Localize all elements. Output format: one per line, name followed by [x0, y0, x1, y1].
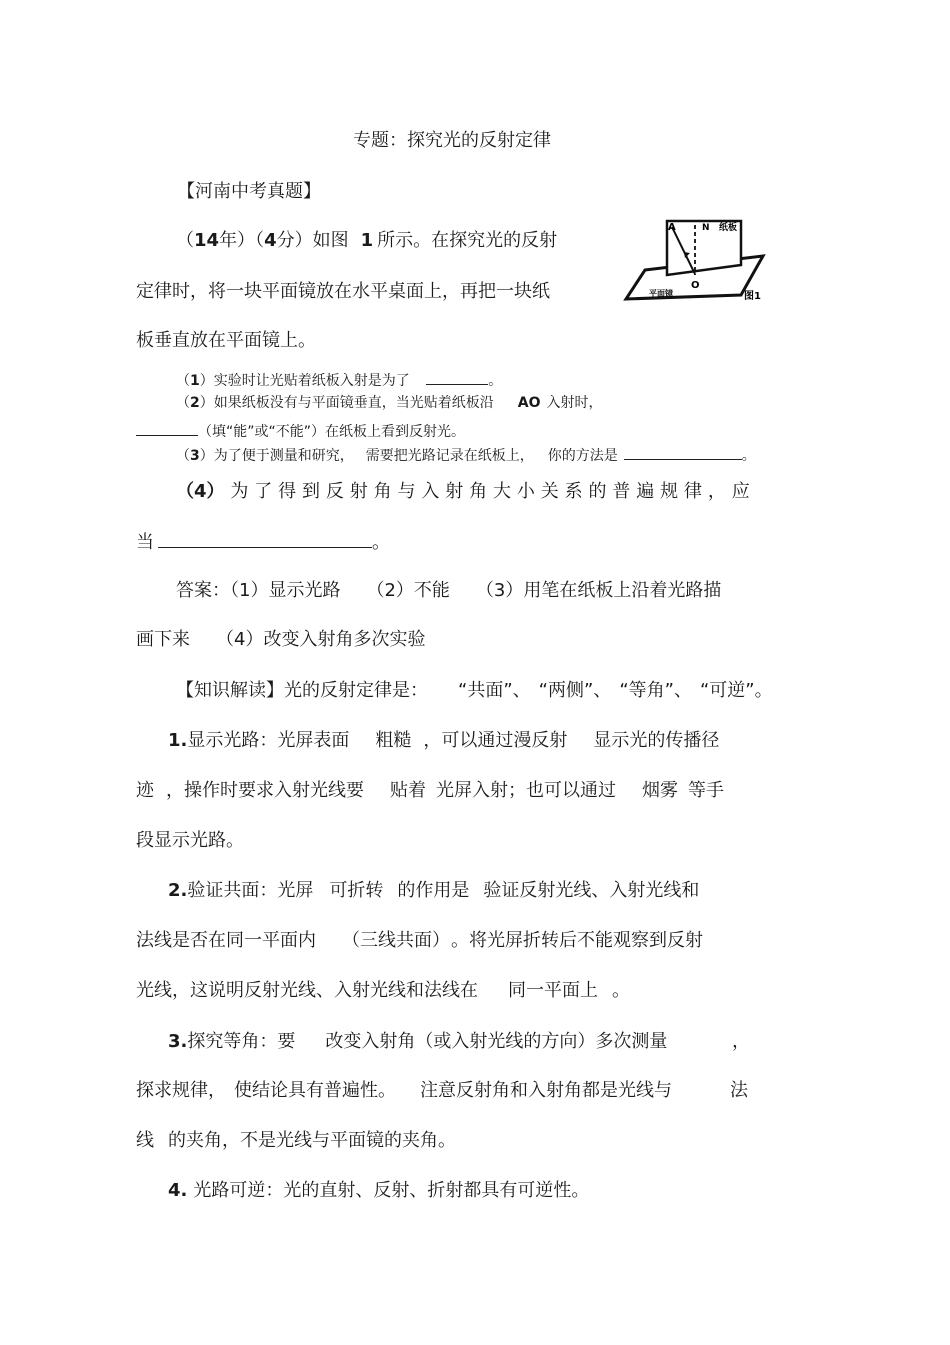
text: （三线共面）	[342, 930, 441, 951]
label-a: A	[668, 222, 676, 233]
answer-line-2	[136, 628, 425, 652]
q4-char: 遍	[636, 481, 655, 502]
text: 法	[730, 1080, 748, 1101]
text: 如果纸板没有与平面镜垂直，当光贴着纸板沿	[213, 395, 494, 411]
text: 年）（	[219, 230, 265, 251]
question-intro-line-1	[176, 229, 557, 253]
question-intro-line-3: 板垂直放在平面镜上。	[136, 330, 316, 351]
point-2-line-2	[136, 929, 703, 953]
text: 的作用是	[397, 880, 470, 901]
answer-line-1	[176, 579, 721, 603]
point-4-line-1	[168, 1179, 589, 1203]
q4-char: 规	[660, 481, 679, 502]
text: ）	[199, 448, 214, 464]
text: （	[176, 448, 190, 464]
point-2-line-3	[136, 979, 630, 1003]
text: 你的方法是	[547, 448, 618, 464]
q4-char: 律	[684, 481, 703, 502]
answer-4: （4）改变入射角多次实验	[216, 629, 426, 650]
q4-char: 了	[254, 481, 273, 502]
text: 烟雾	[642, 780, 678, 801]
point-1-line-3: 段显示光路。	[136, 830, 244, 851]
text: 显示光的传播径	[593, 730, 720, 751]
answer-blank-1[interactable]	[426, 368, 488, 385]
knowledge-intro	[176, 679, 773, 703]
text: ，可以通过漫反射	[423, 730, 568, 751]
text: （填“能”或“不能”）在纸板上看到反射光。	[198, 424, 466, 440]
text: 光的反射定律是：	[284, 680, 428, 701]
text: 的夹角，不是光线与平面镜的夹角。	[168, 1130, 456, 1151]
text: 迹	[136, 780, 154, 801]
text: ，操作时要求入射光线要	[166, 780, 364, 801]
label-o: O	[691, 280, 700, 291]
answer-2: （2）不能	[366, 580, 450, 601]
text: 。	[741, 448, 756, 464]
q4-char: 与	[397, 481, 416, 502]
ray-ao: AO	[517, 395, 541, 411]
sub-question-2	[176, 393, 603, 413]
text: ）	[199, 395, 214, 411]
question-intro-line-2: 定律时，将一块平面镜放在水平桌面上，再把一块纸	[136, 281, 550, 302]
figure-1	[623, 213, 768, 308]
figure-1-diagram	[623, 213, 768, 308]
text: 探究等角：要	[187, 1031, 296, 1052]
text: 为了便于测量和研究，	[213, 448, 354, 464]
text: 所示。在探究光的反射	[377, 230, 558, 251]
sub-question-4	[176, 480, 750, 504]
point-2-line-1	[168, 879, 699, 903]
sub-question-2-cont	[136, 419, 465, 442]
text: 需要把光路记录在纸板上，	[365, 448, 534, 464]
answer-3-cont: 画下来	[136, 629, 190, 650]
point-3-line-2	[136, 1079, 750, 1103]
text: 光路可逆：光的直射、反射、折射都具有可逆性。	[193, 1180, 590, 1201]
knowledge-label: 【知识解读】	[176, 680, 284, 701]
text: 等手	[688, 780, 724, 801]
point-number: 4.	[168, 1180, 188, 1201]
text: 使结论具有普遍性。	[234, 1080, 396, 1101]
q4-char: 反	[325, 481, 344, 502]
number: 1	[190, 373, 200, 389]
figure-ref: 1	[360, 230, 374, 251]
point-1-line-2	[136, 779, 724, 803]
answer-blank-4[interactable]	[158, 531, 372, 548]
text: （	[176, 230, 194, 251]
q4-char: 应	[731, 481, 750, 502]
answer-3: （3）用笔在纸板上沿着光路描	[475, 580, 722, 601]
text: 。	[488, 373, 503, 389]
q4-char: 的	[588, 481, 607, 502]
text: 注意反射角和入射角都是光线与	[420, 1080, 672, 1101]
text: 贴着	[390, 780, 426, 801]
q4-char: 系	[564, 481, 583, 502]
q4-char: 角	[469, 481, 488, 502]
text: 显示光路：光屏表面	[187, 730, 350, 751]
answer-label: 答案：	[176, 580, 230, 601]
figure-caption: 图1	[744, 291, 761, 302]
label-mirror: 平面镜	[649, 289, 673, 298]
q4-char: ，	[707, 481, 726, 502]
text: （	[176, 395, 190, 411]
text: 改变入射角（或入射光线的方向）多次测量	[325, 1031, 668, 1052]
point-3-line-3	[136, 1129, 456, 1153]
text: 。	[612, 980, 630, 1001]
q4-char: 关	[540, 481, 559, 502]
number: 3	[190, 448, 200, 464]
answer-blank-2[interactable]	[136, 419, 198, 436]
text: 当	[136, 532, 154, 553]
q4-char: 得	[278, 481, 297, 502]
text: 探求规律，	[136, 1080, 226, 1101]
q4-char: 射	[349, 481, 368, 502]
text: 实验时让光贴着纸板入射是为了	[213, 373, 410, 389]
answer-blank-3[interactable]	[624, 443, 742, 460]
text: （	[176, 373, 190, 389]
text: 验证共面：光屏	[187, 880, 314, 901]
q4-char: 小	[516, 481, 535, 502]
score: 4	[264, 230, 277, 251]
text: 可折转	[329, 880, 384, 901]
point-number: 1.	[168, 730, 188, 751]
text: 。	[372, 532, 390, 553]
point-1-line-1	[168, 729, 719, 753]
sub-question-3	[176, 443, 756, 466]
q4-char: 为	[230, 481, 249, 502]
text: 入射时，	[546, 395, 603, 411]
text: 光线，这说明反射光线、入射光线和法线在	[136, 980, 478, 1001]
keyword: “等角”、	[619, 680, 692, 701]
text: 分）如图	[276, 230, 349, 251]
number: 2	[190, 395, 200, 411]
q4-char: 射	[445, 481, 464, 502]
q4-char: 普	[612, 481, 631, 502]
sub-question-4-number: （4）	[176, 481, 225, 502]
section-heading: 【河南中考真题】	[177, 181, 321, 202]
text: 法线是否在同一平面内	[136, 930, 316, 951]
label-n: N	[702, 223, 710, 233]
text: 同一平面上	[508, 980, 598, 1001]
label-board: 纸板	[719, 223, 738, 233]
keyword: “可逆”。	[699, 680, 773, 701]
keyword: “共面”、	[458, 680, 531, 701]
point-3-line-1	[168, 1030, 750, 1054]
year: 14	[194, 230, 220, 251]
text: 光屏入射；也可以通过	[436, 780, 616, 801]
text: 粗糙	[375, 730, 412, 751]
keyword: “两侧”、	[538, 680, 612, 701]
text: ）	[199, 373, 214, 389]
answer-1: （1）显示光路	[230, 580, 341, 601]
q4-char: 大	[493, 481, 512, 502]
point-number: 2.	[168, 880, 188, 901]
text: 验证反射光线、入射光线和	[483, 880, 700, 901]
q4-char: 到	[302, 481, 321, 502]
text: ，	[732, 1031, 750, 1052]
point-number: 3.	[168, 1031, 188, 1052]
sub-question-4-cont	[136, 531, 390, 555]
text: 线	[136, 1130, 154, 1151]
q4-char: 入	[421, 481, 440, 502]
q4-char: 角	[373, 481, 392, 502]
page-title: 专题：探究光的反射定律	[353, 130, 551, 151]
text: 。将光屏折转后不能观察到反射	[451, 930, 703, 951]
sub-question-1	[176, 368, 502, 391]
